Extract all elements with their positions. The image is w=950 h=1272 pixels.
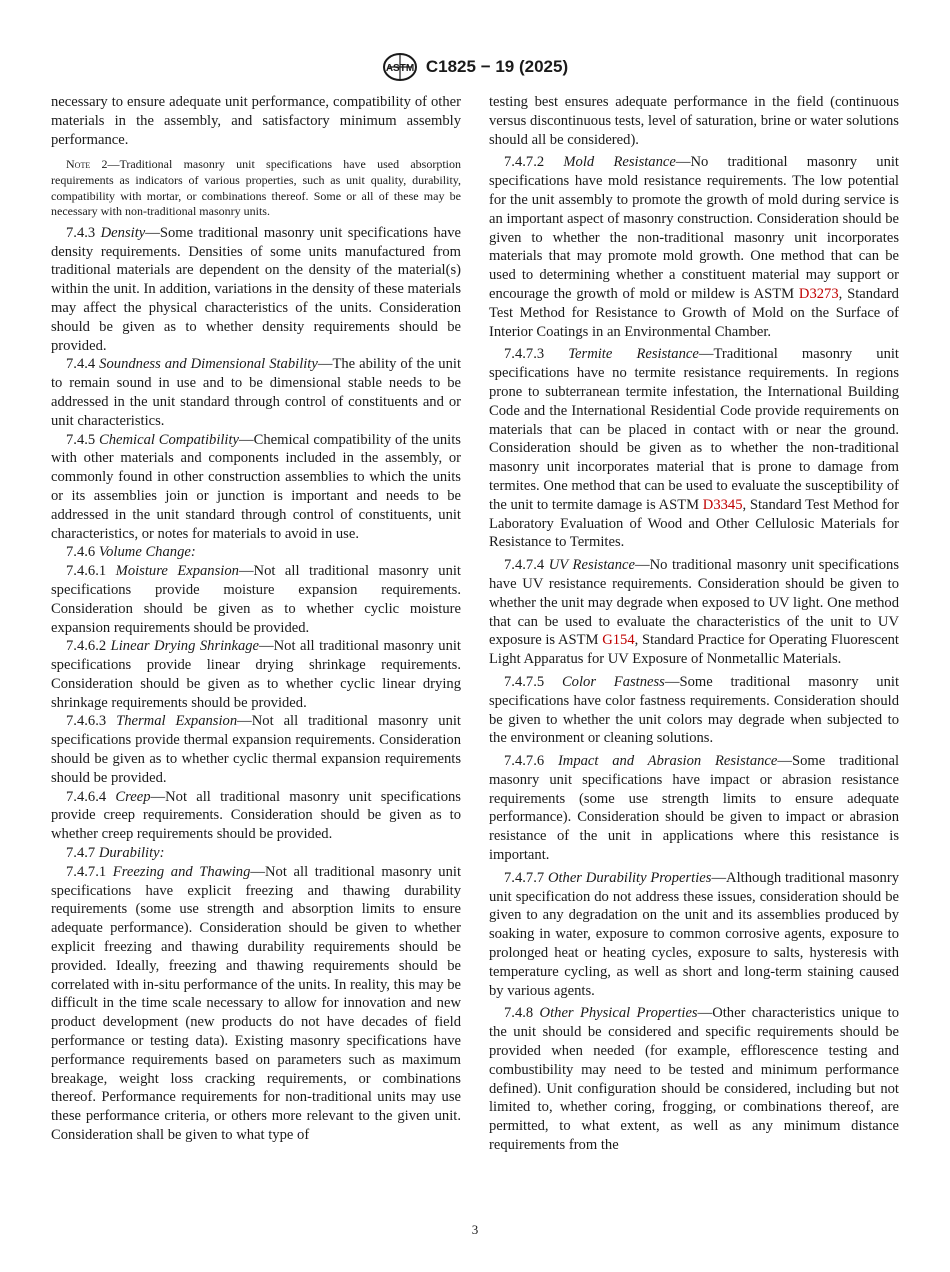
section-7-4-6-3: 7.4.6.3 Thermal Expansion—Not all traditional masonry unit specifications provide thermal expansion requirements. Consideration should be given as to whether cyclic thermal expansion requirements should be provided. bbox=[51, 713, 461, 786]
section-7-4-6-1: 7.4.6.1 Moisture Expansion—Not all traditional masonry unit specifications provide moisture expansion requirements. Consideration should be given as to whether cyclic moisture expansion requirements should be provided. bbox=[51, 563, 461, 636]
section-7-4-6: 7.4.6 Volume Change: bbox=[66, 544, 196, 561]
standard-link-g154[interactable]: G154 bbox=[602, 632, 635, 649]
page-number: 3 bbox=[471, 1222, 479, 1237]
paragraph: testing best ensures adequate performance in the field (continuous versus discontinuous tests, level of saturation, brine or water solutions should all be considered). bbox=[489, 94, 899, 148]
section-7-4-7-4: 7.4.7.4 UV Resistance—No traditional masonry unit specifications have UV resistance requirements. Consideration should be given to whether the unit may degrade when exposed to UV light. One method that can be used to evaluate the characteristics of the unit to UV exposure is ASTM G154, Standard Practice for Operating Fluorescent Light Apparatus for UV Exposure of Nonmetallic Materials. bbox=[489, 557, 900, 668]
right-column bbox=[489, 93, 899, 1155]
section-7-4-7-3: 7.4.7.3 Termite Resistance—Traditional masonry unit specifications have no termite resistance requirements. In regions prone to subterranean termite infestation, the International Building Code and the International Residential Code provide requirements on materials that can be placed in contact with or near the ground. Consideration should be given as to whether the non-traditional masonry unit incorporates material that is prone to damage from termites. One method that can be used to evaluate the susceptibility of the unit to termite damage is ASTM D3345, Standard Test Method for Laboratory Evaluation of Wood and Other Cellulosic Materials for Resistance to Termites. bbox=[489, 346, 899, 551]
section-7-4-6-4: 7.4.6.4 Creep—Not all traditional masonry unit specifications provide creep requirements. Consideration should be given as to whether creep requirements should be provided. bbox=[51, 788, 461, 843]
note-2: Note 2—Traditional masonry unit specifications have used absorption requirements as indicators of various properties, such as unit quality, durability, compatibility with mortar, or combinations thereof. Some or all of these may be necessary with non-traditional masonry units. bbox=[51, 157, 462, 219]
left-column bbox=[51, 93, 461, 1145]
section-7-4-7: 7.4.7 Durability: bbox=[66, 845, 165, 862]
section-7-4-7-1: 7.4.7.1 Freezing and Thawing—Not all traditional masonry unit specifications have explicit freezing and thawing durability requirements (some use strength and absorption limits to ensure adequate performance). Consideration should be given to whether explicit freezing and thawing durability requirements should be provided. Ideally, freezing and thawing requirements should be correlated with in-situ performance of the units. In reality, this may be difficult in the time scale necessary to allow for innovation and new product development (new products do not have decades of field performance or testing data). Existing masonry specifications have performance requirements based on parameters such as maximum breakage, weight loss cracking requirements, or combinations thereof. Performance requirements for non-traditional units may use these performance criteria, or others more relevant to the given unit. Consideration shall be given to what type of bbox=[51, 863, 461, 1144]
section-7-4-7-5: 7.4.7.5 Color Fastness—Some traditional masonry unit specifications have color fastness requirements. Consideration should be given to whether the unit colors may degrade when subjected to the environment or cleaning solutions. bbox=[489, 673, 899, 747]
section-7-4-6-2: 7.4.6.2 Linear Drying Shrinkage—Not all traditional masonry unit specifications provide linear drying shrinkage requirements. Consideration should be given as to whether cyclic linear drying shrinkage requirements should be provided. bbox=[51, 638, 461, 711]
standard-link-d3273[interactable]: D3273 bbox=[798, 285, 839, 302]
section-7-4-7-6: 7.4.7.6 Impact and Abrasion Resistance—Some traditional masonry unit specifications have impact or abrasion resistance requirements (some use strength limits to ensure adequate performance). Consideration should be given to impact or abrasion resistance of the unit in applications where this resistance is important. bbox=[489, 753, 899, 864]
section-7-4-7-2: 7.4.7.2 Mold Resistance—No traditional masonry unit specifications have mold resistance requirements. The low potential for the unit assembly to promote the growth of mold during service is an important aspect of masonry construction. Consideration should be given to whether the non-traditional masonry unit incorporates materials that may promote mold growth. One method that can be used to determining whether a constituent material may support or encourage the growth of mold or mildew is ASTM D3273, Standard Test Method for Resistance to Growth of Mold on the Surface of Interior Coatings in an Environmental Chamber. bbox=[489, 154, 899, 340]
astm-logo-icon bbox=[382, 52, 418, 82]
standard-designation: C1825 − 19 (2025) bbox=[425, 57, 569, 76]
paragraph: necessary to ensure adequate unit performance, compatibility of other materials in the assembly, and satisfactory minimum assembly performance. bbox=[51, 94, 461, 148]
section-7-4-7-7: 7.4.7.7 Other Durability Properties—Although traditional masonry unit specification do not address these issues, consideration should be given to any degradation on the unit and its assemblies produced by soaking in water, exposure to common corrosive agents, exposure to prolonged heat or heating cycles, exposure to salts, hysteresis with temperature cycling, as well as short and long-term staining caused by various agents. bbox=[489, 869, 900, 999]
section-7-4-5: 7.4.5 Chemical Compatibility—Chemical compatibility of the units with other materials and components included in the assembly, or commonly found in other construction assemblies to which the units or its assemblies join or junction is important and needs to be addressed in the unit standard through control of constituents, unit characteristics, or notes for materials to avoid in use. bbox=[51, 431, 461, 542]
section-7-4-3: 7.4.3 Density—Some traditional masonry unit specifications have density requirements. Densities of some units manufactured from traditional materials are dependent on the density of the material(s) within the unit. In addition, variations in the density of these materials may affect the physical characteristics of the units. Consideration should be given as to whether density requirements should be provided. bbox=[51, 224, 461, 354]
section-7-4-8: 7.4.8 Other Physical Properties—Other characteristics unique to the unit should be considered and specific requirements should be provided when needed (for example, efflorescence testing and combustibility may need to be tested and minimum performance defined). Unit configuration should be considered, including but not limited to, whether coring, frogging, or combinations thereof, are permitted, to what extent, as well as any minimum distance requirements from the bbox=[489, 1005, 899, 1154]
svg-text:ASTM: ASTM bbox=[385, 63, 415, 74]
page-header bbox=[0, 52, 950, 86]
standard-link-d3345[interactable]: D3345 bbox=[702, 496, 743, 513]
section-7-4-4: 7.4.4 Soundness and Dimensional Stability—The ability of the unit to remain sound in use and to be dimensional stable needs to be addressed in the unit standard through control of constituents and or unit characteristics. bbox=[51, 356, 462, 429]
